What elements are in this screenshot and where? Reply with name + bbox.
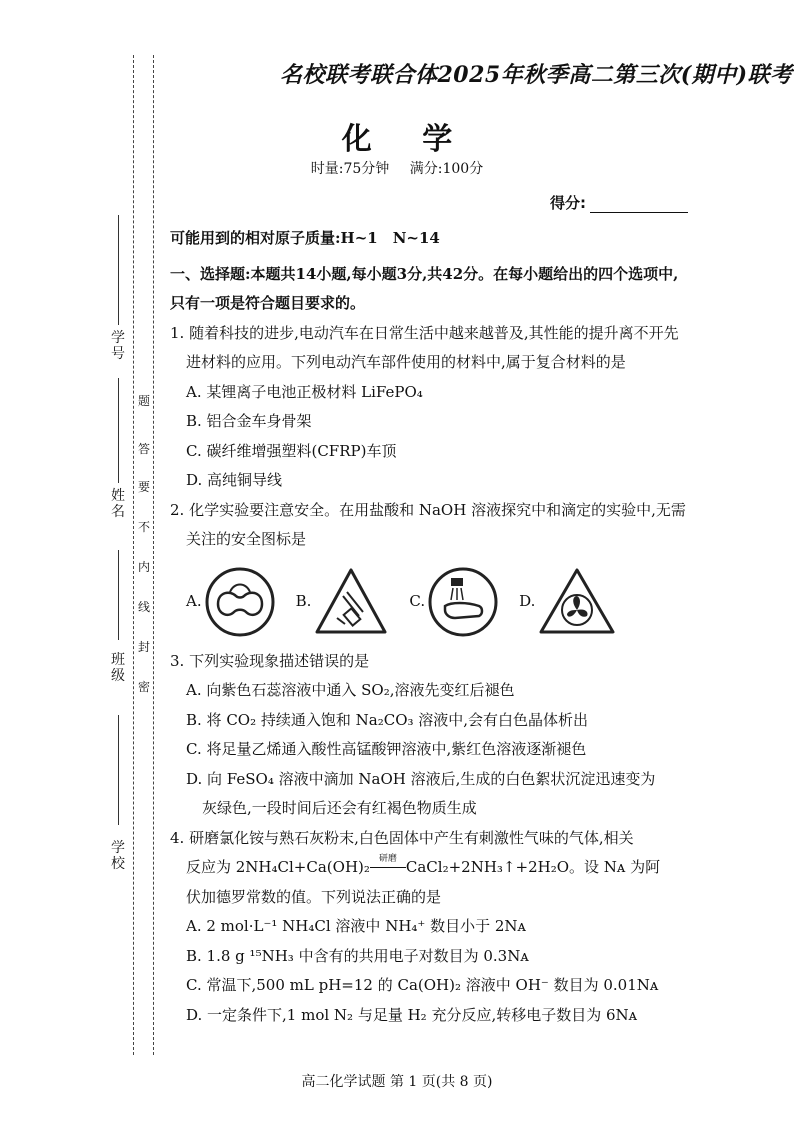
q3-option-d-line2: 灰绿色,一段时间后还会有红褐色物质生成 — [202, 799, 477, 817]
school-label: 学校 — [111, 840, 125, 872]
atomic-mass-note: 可能用到的相对原子质量:H~1 N~14 — [170, 229, 440, 247]
time-limit: 时量:75分钟 — [310, 161, 390, 177]
seal-char: 题 — [137, 394, 150, 408]
q1-option-a: A. 某锂离子电池正极材料 LiFePO₄ — [186, 382, 423, 401]
binding-dashed-line-right — [153, 55, 154, 1055]
q4-stem-line3: 伏加德罗常数的值。下列说法正确的是 — [186, 887, 442, 906]
q3-option-c: C. 将足量乙烯通入酸性高锰酸钾溶液中,紫红色溶液逐渐褪色 — [186, 740, 587, 758]
q2-option-c: C. — [409, 566, 499, 638]
q2-option-d: D. — [519, 566, 617, 638]
question-3 — [170, 647, 690, 824]
exam-meta — [0, 158, 794, 178]
seal-char: 不 — [137, 520, 150, 534]
hand-wash-icon — [427, 566, 499, 638]
corrosive-icon — [313, 566, 389, 638]
q4-option-a: A. 2 mol·L⁻¹ NH₄Cl 溶液中 NH₄⁺ 数目小于 2Nᴀ — [186, 917, 527, 935]
q1-stem: 1. 随着科技的进步,电动汽车在日常生活中越来越普及,其性能的提升离不开先进材料的应用。下列电动汽车部件使用的材料中,属于复合材料的是 — [170, 323, 679, 371]
q3-stem: 3. 下列实验现象描述错误的是 — [170, 651, 370, 670]
section-heading: 一、选择题:本题共14小题,每小题3分,共42分。在每小题给出的四个选项中,只有一项是符合题目要求的。 — [170, 264, 679, 312]
student-id-underline — [118, 215, 119, 325]
q3-option-a: A. 向紫色石蕊溶液中通入 SO₂,溶液先变红后褪色 — [186, 681, 515, 699]
class-underline — [118, 550, 119, 640]
question-2 — [170, 496, 690, 647]
goggles-icon — [204, 566, 276, 638]
seal-char: 答 — [137, 442, 150, 456]
school-underline — [118, 715, 119, 825]
score-field — [550, 192, 688, 213]
seal-char: 密 — [137, 680, 150, 694]
q4-option-c: C. 常温下,500 mL pH=12 的 Ca(OH)₂ 溶液中 OH⁻ 数目为 0.01Nᴀ — [186, 976, 659, 994]
q3-option-d-line1: D. 向 FeSO₄ 溶液中滴加 NaOH 溶液后,生成的白色絮状沉淀迅速变为 — [186, 769, 656, 788]
q4-option-d: D. 一定条件下,1 mol N₂ 与足量 H₂ 充分反应,转移电子数目为 6Nᴀ — [186, 1005, 638, 1024]
class-label: 班级 — [111, 652, 125, 684]
full-score: 满分:100分 — [409, 161, 484, 177]
reaction-arrow: 研磨 — [370, 853, 406, 868]
q2-icon-options — [170, 557, 690, 647]
subject-title: 化 学 — [341, 122, 473, 157]
q4-option-b: B. 1.8 g ¹⁵NH₃ 中含有的共用电子对数目为 0.3Nᴀ — [186, 946, 529, 965]
exam-header: 名校联考联合体2025年秋季高二第三次(期中)联考 — [280, 62, 793, 88]
q4-stem-line2: 反应为 2NH₄Cl+Ca(OH)₂ 研磨 CaCl₂+2NH₃↑+2H₂O。设 Nᴀ 为阿 — [186, 854, 661, 876]
score-label: 得分: — [550, 194, 586, 212]
q3-option-b: B. 将 CO₂ 持续通入饱和 Na₂CO₃ 溶液中,会有白色晶体析出 — [186, 710, 589, 729]
name-label: 姓名 — [111, 488, 125, 520]
student-id-label: 学号 — [111, 330, 125, 362]
question-4 — [170, 824, 690, 1031]
binding-dashed-line-left — [133, 55, 134, 1055]
seal-char: 要 — [137, 480, 150, 494]
q1-option-d: D. 高纯铜导线 — [186, 471, 283, 489]
ventilation-fan-icon — [537, 566, 617, 638]
seal-char: 线 — [137, 600, 150, 614]
question-content — [170, 224, 690, 1030]
score-blank — [590, 212, 688, 213]
q2-stem: 2. 化学实验要注意安全。在用盐酸和 NaOH 溶液探究中和滴定的实验中,无需关注的安全图标是 — [170, 500, 686, 548]
question-1 — [170, 319, 690, 496]
seal-char: 封 — [137, 640, 150, 654]
q4-stem-line1: 4. 研磨氯化铵与熟石灰粉末,白色固体中产生有刺激性气味的气体,相关 — [170, 828, 634, 847]
name-underline — [118, 378, 119, 483]
q2-option-b: B. — [296, 566, 390, 638]
q1-option-b: B. 铝合金车身骨架 — [186, 412, 312, 430]
q1-option-c: C. 碳纤维增强塑料(CFRP)车顶 — [186, 441, 397, 460]
q2-option-a: A. — [186, 566, 276, 638]
page-footer: 高二化学试题 第 1 页(共 8 页) — [301, 1074, 493, 1090]
seal-char: 内 — [137, 560, 150, 574]
